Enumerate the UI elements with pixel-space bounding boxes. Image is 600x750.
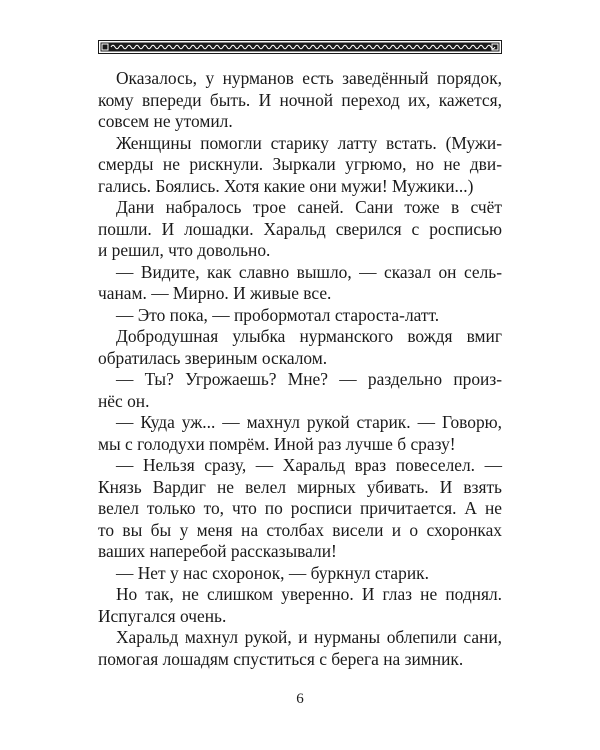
paragraph-line: пошли. И лошадки. Харальд сверился с росписью	[98, 218, 502, 239]
paragraph-first-line: Харальд махнул рукой, и нурманы облепили сани,	[116, 627, 502, 647]
paragraph-line: Князь Вардиг не велел мирных убивать. И взять	[98, 476, 502, 497]
paragraph-first-line: Оказалось, у нурманов есть заведённый порядок,	[116, 68, 502, 88]
paragraph-line: то вы бы у меня на столбах висели и о схоронках	[98, 519, 502, 540]
paragraph-first-line: — Это пока, — пробормотал староста-латт.	[116, 304, 440, 325]
paragraph-first-line: Но так, не слишком уверенно. И глаз не поднял.	[116, 584, 502, 604]
paragraph-first-line: Дани набралось трое саней. Сани тоже в счёт	[116, 197, 502, 217]
paragraph-line: гались. Боялись. Хотя какие они мужи! Мужики...)	[98, 175, 474, 196]
paragraph-line: кому впереди быть. И ночной переход их, кажется,	[98, 89, 502, 110]
paragraph-line: и решил, что довольно.	[98, 240, 271, 260]
ornament-border-icon	[98, 40, 502, 54]
header-ornament	[98, 40, 502, 54]
paragraph-first-line: — Нельзя сразу, — Харальд враз повеселел. —	[116, 455, 502, 475]
paragraph-first-line: Женщины помогли старику латту встать. (Мужи-	[116, 132, 502, 153]
paragraph-first-line: — Куда уж... — махнул рукой старик. — Говорю,	[116, 412, 502, 432]
paragraph-line: смерды не рискнули. Зыркали угрюмо, но не дви-	[98, 154, 502, 174]
paragraph-first-line: — Ты? Угрожаешь? Мне? — раздельно произ-	[116, 369, 502, 389]
paragraph-line: помогая лошадям спуститься с берега на зимник.	[98, 648, 464, 669]
paragraph-first-line: — Видите, как славно вышло, — сказал он сель-	[116, 261, 502, 282]
paragraph-first-line: — Нет у нас схоронок, — буркнул старик.	[116, 562, 429, 583]
paragraph-line: чанам. — Мирно. И живые все.	[98, 283, 332, 303]
paragraph-line: нёс он.	[98, 390, 150, 411]
page-number: 6	[296, 691, 304, 707]
paragraph-line: совсем не утомил.	[98, 111, 233, 131]
paragraph-line: велел только то, что по росписи причитается. А не	[98, 498, 502, 518]
paragraph-line: мы с голодухи помрём. Иной раз лучше б сразу!	[98, 433, 456, 454]
paragraph-first-line: Добродушная улыбка нурманского вождя вмиг	[116, 326, 502, 346]
body-text	[98, 68, 502, 670]
paragraph-line: ваших наперебой рассказывали!	[98, 541, 337, 561]
paragraph-line: обратилась звериным оскалом.	[98, 347, 328, 368]
paragraph-line: Испугался очень.	[98, 605, 227, 626]
